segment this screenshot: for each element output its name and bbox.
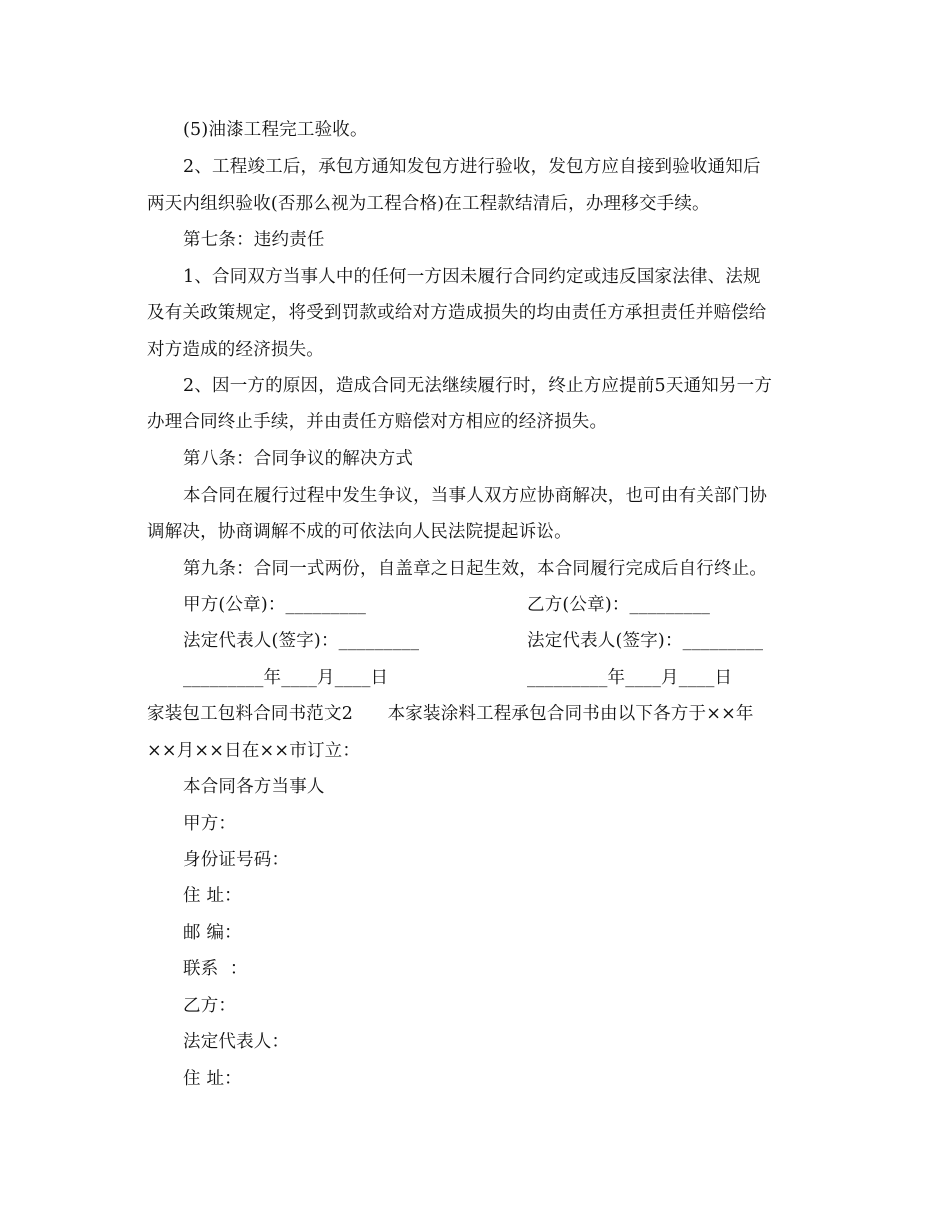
party-a-seal: 甲方(公章)：_________ — [183, 595, 367, 615]
field-line: 联系 ： — [183, 959, 248, 979]
party-b-date: _________年____月____日 — [527, 668, 733, 688]
text-line: (5)油漆工程完工验收。 — [183, 120, 368, 140]
text-line: 第九条：合同一式两份，自盖章之日起生效，本合同履行完成后自行终止。 — [183, 559, 768, 579]
field-line: 乙方： — [183, 996, 237, 1016]
text-line: 及有关政策规定，将受到罚款或给对方造成损失的均由责任方承担责任并赔偿给 — [147, 303, 767, 323]
party-b-representative: 法定代表人(签字)：_________ — [527, 631, 764, 651]
field-line: 甲方： — [183, 814, 237, 834]
field-line: 住 址： — [183, 1069, 242, 1089]
text-line: 本合同在履行过程中发生争议，当事人双方应协商解决，也可由有关部门协 — [183, 486, 768, 506]
party-b-seal: 乙方(公章)：_________ — [527, 595, 711, 615]
next-section-title: 家装包工包料合同书范文2 本家装涂料工程承包合同书由以下各方于××年 — [147, 704, 754, 724]
text-line: 2、因一方的原因，造成合同无法继续履行时，终止方应提前5天通知另一方 — [183, 376, 773, 396]
party-a-date: _________年____月____日 — [183, 668, 389, 688]
text-line: 调解决，协商调解不成的可依法向人民法院提起诉讼。 — [147, 522, 572, 542]
field-line: 身份证号码： — [183, 850, 290, 870]
field-line: 法定代表人： — [183, 1032, 290, 1052]
field-line: 邮 编： — [183, 923, 242, 943]
party-a-representative: 法定代表人(签字)：_________ — [183, 631, 420, 651]
text-line: 两天内组织验收(否那么视为工程合格)在工程款结清后，办理移交手续。 — [147, 194, 710, 214]
text-line: 对方造成的经济损失。 — [147, 340, 324, 360]
text-line: 1、合同双方当事人中的任何一方因未履行合同约定或违反国家法律、法规 — [183, 267, 761, 287]
next-section-title-cont: ××月××日在××市订立： — [147, 741, 361, 761]
text-line: 2、工程竣工后，承包方通知发包方进行验收，发包方应自接到验收通知后 — [183, 157, 761, 177]
section-heading: 第八条：合同争议的解决方式 — [183, 449, 414, 469]
section-heading: 第七条：违约责任 — [183, 230, 325, 250]
text-line: 办理合同终止手续，并由责任方赔偿对方相应的经济损失。 — [147, 412, 608, 432]
field-line: 住 址： — [183, 886, 242, 906]
field-line: 本合同各方当事人 — [183, 777, 325, 797]
